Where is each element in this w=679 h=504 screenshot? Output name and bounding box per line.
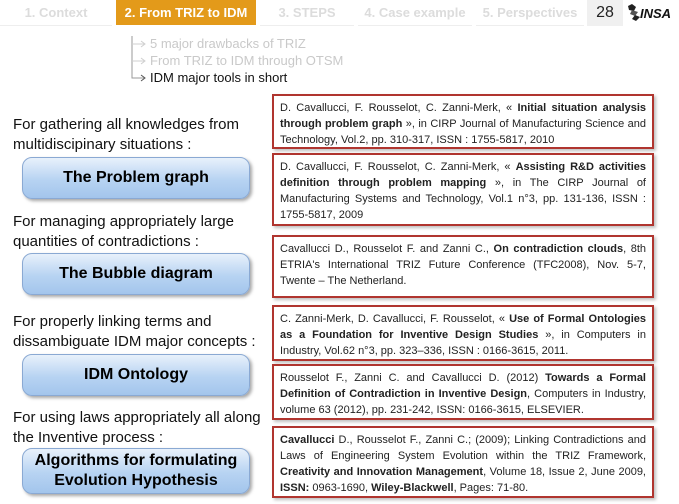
breadcrumb-item-otsm[interactable]: From TRIZ to IDM through OTSM [150,53,344,68]
evolution-hypothesis-button[interactable]: Algorithms for formulating Evolution Hypothesis [22,448,250,494]
tool-description: For managing appropriately large quantities of contradictions : [13,213,234,250]
reference-highlight: Assisting R&D activities definition through problem mapping [280,161,646,189]
top-navigation [0,0,679,27]
reference-text: , Pages: 71-80. [453,482,529,494]
tab-steps[interactable]: 3. STEPS [260,0,354,26]
reference-highlight: Creativity and Innovation Management [280,466,484,478]
tool-description: For gathering all knowledges from multidiscipinary situations : [13,116,239,153]
reference-box [272,153,654,226]
reference-text: », in Computers in Industry, Vol.62 n°3, pp. 323–336, ISSN : 0166-3615, 2011. [280,329,646,357]
reference-box [272,364,654,420]
reference-box [272,305,654,361]
logo-text: INSA [640,6,672,21]
reference-text: , Volume 18, Issue 2, June 2009, [483,466,646,478]
reference-text: D. Cavallucci, F. Rousselot, C. Zanni-Merk, « [280,102,518,114]
reference-text: D. Cavallucci, F. Rousselot, C. Zanni-Merk, « [280,161,516,173]
breadcrumb-connector-icon [124,36,150,86]
reference-highlight: On contradiction clouds [493,243,624,255]
tab-context[interactable]: 1. Context [0,0,112,26]
insa-logo [626,2,674,24]
breadcrumb-item-current[interactable]: IDM major tools in short [150,70,288,85]
reference-highlight: Cavallucci [280,434,335,446]
reference-text: , Computers in Industry, volume 63 (2012), pp. 231-242, ISSN: 0166-3615, ELSEVIER. [280,388,646,416]
reference-highlight: Towards a Formal Definition of Contradiction in Inventive Design [280,372,646,400]
reference-highlight: Use of Formal Ontologies as a Foundation for Inventive Design Studies [280,313,646,341]
reference-text: C. Zanni-Merk, D. Cavallucci, F. Rousselot, « [280,313,510,325]
tool-description: For properly linking terms and dissambiguate IDM major concepts : [13,313,256,350]
reference-highlight: ISSN: [280,482,310,494]
reference-text: D., Rousselot F., Zanni C.; (2009); Linking Contradictions and Laws of Engineering System Evolution within the TRIZ Framework, [280,434,646,462]
tab-from-triz-to-idm[interactable]: 2. From TRIZ to IDM [116,0,256,25]
reference-box [272,235,654,298]
tool-description: For using laws appropriately all along the Inventive process : [13,409,261,446]
reference-text: , 8th ETRIA's International TRIZ Future Conference (TFC2008), Nov. 5-7, Twente – The Netherland. [280,243,646,287]
page-number: 28 [587,0,623,26]
reference-text: Rousselot F., Zanni C. and Cavallucci D. (2012) [280,372,546,384]
problem-graph-button[interactable]: The Problem graph [22,157,250,199]
reference-box [272,426,654,498]
reference-highlight: Initial situation analysis through problem graph [280,102,647,130]
breadcrumb-item-drawbacks[interactable]: 5 major drawbacks of TRIZ [150,36,306,51]
idm-ontology-button[interactable]: IDM Ontology [22,354,250,396]
tab-perspectives[interactable]: 5. Perspectives [476,0,584,26]
reference-highlight: Wiley-Blackwell [371,482,454,494]
reference-box [272,94,654,149]
tab-case-example[interactable]: 4. Case example [358,0,472,26]
reference-text: », in The CIRP Journal of Manufacturing Systems and Technology, Vol.1 n°3, pp. 131-136, ISSN : 1755-5817, 2009 [280,177,646,221]
reference-text: 0963-1690, [309,482,372,494]
reference-text: Cavallucci D., Rousselot F. and Zanni C., [280,243,494,255]
reference-text: », in CIRP Journal of Manufacturing Science and Technology, Vol.2, pp. 310-317, ISSN : 1755-5817, 2010 [280,118,646,146]
bubble-diagram-button[interactable]: The Bubble diagram [22,253,250,295]
